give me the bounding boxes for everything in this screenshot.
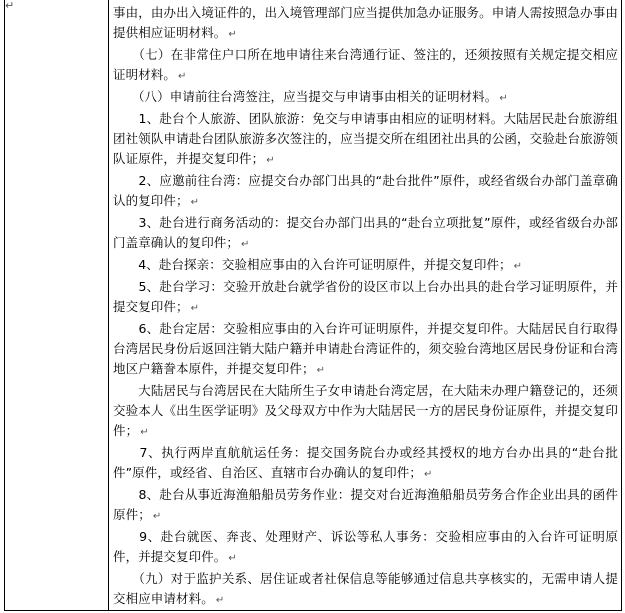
paragraph: [113, 3, 618, 45]
paragraph-mark-icon: ↵: [513, 261, 523, 272]
paragraph-text: 事由，由办出入境证件的，出入境管理部门应当提供加急办证服务。申请人需按照急办事由提供相应证明材料。: [113, 5, 618, 40]
paragraph-mark-icon: ↵: [423, 469, 433, 480]
paragraph: [113, 443, 618, 485]
paragraph-text: 3、赴台进行商务活动的：提交台办部门出具的“赴台立项批复”原件，或经省级台办部门盖章确认的复印件；: [113, 215, 618, 250]
paragraph-text: （九）对于监护关系、居住证或者社保信息等能够通过信息共享核实的，无需申请人提交相应申请材料。: [113, 571, 618, 606]
paragraph: [113, 319, 618, 381]
paragraph-text: 5、赴台学习：交验开放赴台就学省份的设区市以上台办出具的赴台学习证明原件，并提交复印件；: [113, 279, 618, 314]
paragraph: [113, 381, 618, 443]
paragraph: [113, 485, 618, 527]
paragraph-mark-icon: ↵: [266, 155, 275, 166]
table-left-cell: [4, 0, 109, 611]
paragraph-mark-icon: ↵: [228, 29, 237, 40]
paragraph-mark-icon: ↵: [215, 595, 225, 606]
paragraph: [113, 527, 618, 569]
paragraph: [113, 87, 618, 109]
paragraph-mark-icon: ↵: [499, 93, 508, 104]
paragraph-mark-icon: ↵: [190, 303, 200, 314]
paragraph-mark-icon: ↵: [178, 71, 187, 82]
paragraph-mark-icon: ↵: [190, 197, 200, 208]
paragraph: [113, 45, 618, 87]
table-right-cell: [108, 0, 622, 611]
paragraph-mark-icon: ↵: [316, 365, 326, 376]
paragraph: [113, 569, 618, 611]
paragraph-text: 8、赴台从事近海渔船船员劳务作业：提交对台近海渔船船员劳务合作企业出具的函件原件；: [113, 487, 618, 522]
paragraph: [113, 171, 618, 213]
paragraph-text: 6、赴台定居：交验相应事由的入台许可证明原件，并提交复印件。大陆居民自行取得台湾居民身份后返回注销大陆户籍并申请赴台湾证件的，须交验台湾地区居民身份证和台湾地区户籍誊本原件，并提交复印件；: [113, 321, 618, 376]
paragraph: [113, 277, 618, 319]
paragraph-text: 9、赴台就医、奔丧、处理财产、诉讼等私人事务：交验相应事由的入台许可证明原件，并提交复印件。: [113, 529, 618, 564]
paragraph-text: 7、执行两岸直航航运任务：提交国务院台办或经其授权的地方台办出具的“赴台批件”原件，或经省、自治区、直辖市台办确认的复印件；: [113, 445, 618, 480]
paragraph-mark-icon: ↵: [241, 239, 250, 250]
paragraph: [113, 213, 618, 255]
paragraph-text: 1、赴台个人旅游、团队旅游：免交与申请事由相应的证明材料。大陆居民赴台旅游组团社领队申请赴台团队旅游多次签注的，应当提交所在组团社出具的公函，交验赴台旅游领队证原件，并提交复印件；: [113, 111, 618, 166]
paragraph-text: 2、应邀前往台湾：应提交台办部门出具的“赴台批件”原件，或经省级台办部门盖章确认的复印件；: [113, 173, 618, 208]
paragraph-text: （八）申请前往台湾签注，应当提交与申请事由相关的证明材料。: [113, 89, 498, 104]
paragraph: [113, 255, 618, 277]
paragraph-text: 大陆居民与台湾居民在大陆所生子女申请赴台湾定居，在大陆未办理户籍登记的，还须交验本人《出生医学证明》及父母双方中作为大陆居民一方的居民身份证原件，并提交复印件；: [113, 383, 618, 438]
paragraph-mark-icon: ↵: [5, 0, 15, 12]
paragraph-mark-icon: ↵: [140, 427, 149, 438]
paragraph: [113, 109, 618, 171]
paragraph-text: 4、赴台探亲：交验相应事由的入台许可证明原件，并提交复印件；: [113, 257, 512, 272]
paragraph-mark-icon: ↵: [152, 511, 162, 522]
paragraph-text: （七）在非常住户口所在地申请往来台湾通行证、签注的，还须按照有关规定提交相应证明材料。: [113, 47, 618, 82]
paragraph-mark-icon: ↵: [228, 553, 237, 564]
